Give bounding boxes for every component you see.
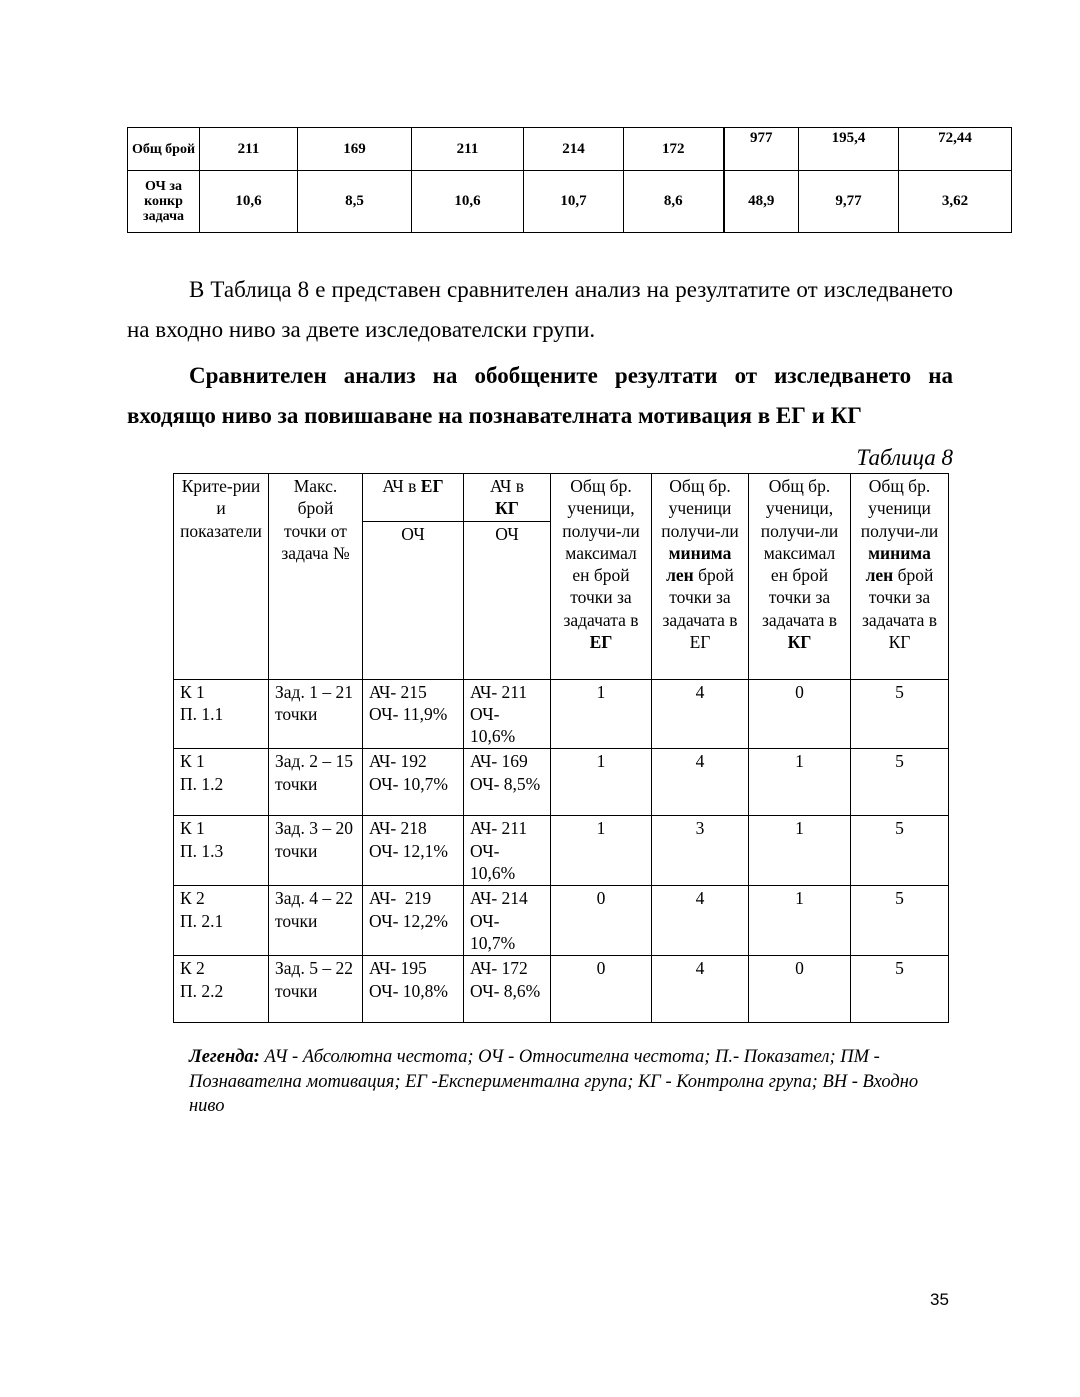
summary-cell: 3,62 (899, 171, 1012, 233)
summary-cell: 214 (524, 128, 624, 171)
summary-cell: 72,44 (899, 128, 1012, 171)
max-eg-cell: 1 (551, 749, 652, 816)
kg-cell: АЧ- 211 ОЧ- 10,6% (464, 816, 551, 886)
max-kg-cell: 1 (749, 749, 851, 816)
heading-line-2: входящо ниво за повишаване на познавателната мотивация в ЕГ и КГ (127, 403, 862, 428)
legend (189, 1045, 949, 1119)
criteria-cell: К 1 П. 1.3 (174, 816, 269, 886)
body-paragraph (127, 270, 953, 350)
task-cell: Зад. 5 – 22 точки (269, 956, 363, 1023)
header-max-kg: Общ бр. ученици, получи-ли максимал ен брой точки за задачата в КГ (749, 474, 851, 680)
task-cell: Зад. 3 – 20 точки (269, 816, 363, 886)
task-cell: Зад. 2 – 15 точки (269, 749, 363, 816)
eg-cell: АЧ- 195 ОЧ- 10,8% (363, 956, 464, 1023)
paragraph-text: В Таблица 8 е представен сравнителен анализ на резултатите от изследването на входно ниво за двете изследователски групи. (127, 277, 953, 342)
summary-cell: 195,4 (799, 128, 899, 171)
summary-cell: 9,77 (799, 171, 899, 233)
min-eg-cell: 3 (652, 816, 749, 886)
header-max-eg: Общ бр. ученици, получи-ли максимал ен брой точки за задачата в ЕГ (551, 474, 652, 680)
eg-cell: АЧ- 192 ОЧ- 10,7% (363, 749, 464, 816)
table-row (174, 679, 949, 749)
page-number: 35 (930, 1290, 949, 1309)
summary-row-label: Общ брой (128, 128, 200, 171)
criteria-cell: К 2 П. 2.1 (174, 886, 269, 956)
summary-cell: 10,6 (412, 171, 524, 233)
legend-text: АЧ - Абсолютна честота; ОЧ - Относителна честота; П.- Показател; ПМ - Познавателна мотивация; ЕГ -Експериментална група; КГ - Контролна група; ВН - Входно ниво (189, 1047, 919, 1116)
kg-cell: АЧ- 169 ОЧ- 8,5% (464, 749, 551, 816)
min-kg-cell: 5 (851, 679, 949, 749)
summary-cell: 169 (298, 128, 412, 171)
max-eg-cell: 0 (551, 886, 652, 956)
heading-line-1: Сравнителен анализ на обобщените резултати от изследването на (189, 363, 953, 388)
header-rel-kg: ОЧ (464, 521, 551, 679)
criteria-cell: К 1 П. 1.1 (174, 679, 269, 749)
eg-cell: АЧ- 219 ОЧ- 12,2% (363, 886, 464, 956)
min-kg-cell: 5 (851, 816, 949, 886)
summary-row-label: ОЧ за конкр задача (128, 171, 200, 233)
max-kg-cell: 1 (749, 886, 851, 956)
header-row (174, 474, 949, 522)
legend-label: Легенда: (189, 1047, 260, 1067)
min-kg-cell: 5 (851, 749, 949, 816)
criteria-cell: К 2 П. 2.2 (174, 956, 269, 1023)
header-rel-eg: ОЧ (363, 521, 464, 679)
kg-cell: АЧ- 211 ОЧ- 10,6% (464, 679, 551, 749)
min-eg-cell: 4 (652, 886, 749, 956)
kg-cell: АЧ- 172 ОЧ- 8,6% (464, 956, 551, 1023)
eg-cell: АЧ- 218 ОЧ- 12,1% (363, 816, 464, 886)
max-kg-cell: 0 (749, 679, 851, 749)
summary-cell: 10,7 (524, 171, 624, 233)
comparison-table (173, 473, 949, 1023)
summary-row-total (128, 128, 1012, 171)
section-heading (127, 356, 953, 436)
summary-cell: 8,5 (298, 171, 412, 233)
summary-table (127, 127, 1012, 233)
header-criteria: Крите-рии и показатели (174, 474, 269, 680)
max-eg-cell: 1 (551, 816, 652, 886)
summary-cell: 8,6 (624, 171, 724, 233)
kg-cell: АЧ- 214 ОЧ- 10,7% (464, 886, 551, 956)
max-kg-cell: 1 (749, 816, 851, 886)
max-eg-cell: 0 (551, 956, 652, 1023)
min-eg-cell: 4 (652, 956, 749, 1023)
min-eg-cell: 4 (652, 749, 749, 816)
summary-cell: 172 (624, 128, 724, 171)
summary-cell: 211 (200, 128, 298, 171)
header-abs-eg: АЧ в ЕГ (363, 474, 464, 522)
summary-cell: 211 (412, 128, 524, 171)
header-min-eg: Общ бр. ученици получи-ли минима лен брой точки за задачата в ЕГ (652, 474, 749, 680)
min-kg-cell: 5 (851, 886, 949, 956)
task-cell: Зад. 1 – 21 точки (269, 679, 363, 749)
header-max-points: Макс. брой точки от задача № (269, 474, 363, 680)
summary-cell: 10,6 (200, 171, 298, 233)
summary-cell: 48,9 (724, 171, 799, 233)
table-row (174, 956, 949, 1023)
summary-row-relative (128, 171, 1012, 233)
table-caption: Таблица 8 (856, 445, 953, 470)
header-min-kg: Общ бр. ученици получи-ли минима лен брой точки за задачата в КГ (851, 474, 949, 680)
max-kg-cell: 0 (749, 956, 851, 1023)
summary-cell: 977 (724, 128, 799, 171)
table-row (174, 886, 949, 956)
criteria-cell: К 1 П. 1.2 (174, 749, 269, 816)
table-row (174, 816, 949, 886)
table-row (174, 749, 949, 816)
header-abs-kg: АЧ в КГ (464, 474, 551, 522)
eg-cell: АЧ- 215 ОЧ- 11,9% (363, 679, 464, 749)
min-eg-cell: 4 (652, 679, 749, 749)
task-cell: Зад. 4 – 22 точки (269, 886, 363, 956)
max-eg-cell: 1 (551, 679, 652, 749)
min-kg-cell: 5 (851, 956, 949, 1023)
